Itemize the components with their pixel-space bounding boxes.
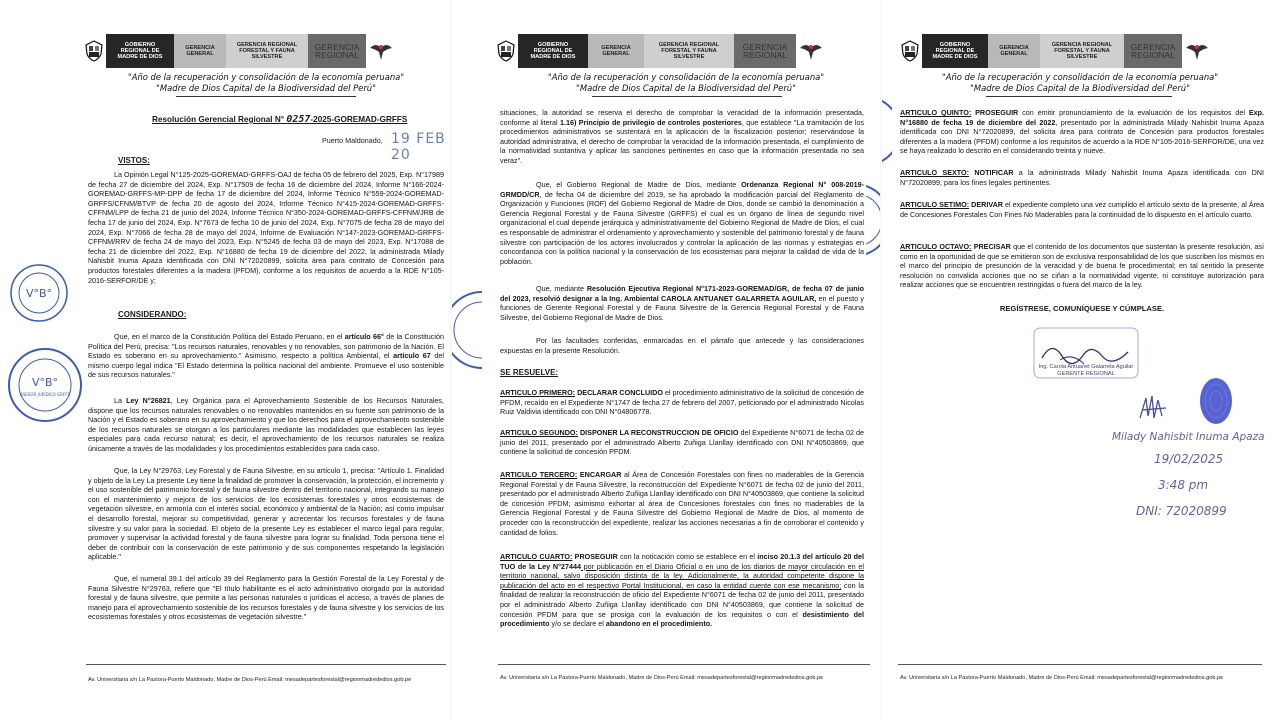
document-page-3 — [882, 0, 1280, 720]
vb-stamp-2-text: V°B° — [31, 376, 59, 389]
letterhead-box-regional: GERENCIA REGIONAL — [1124, 34, 1182, 68]
date-stamp: 19 FEB 20 — [391, 131, 446, 163]
letterhead-box-forestal: GERENCIA REGIONAL FORESTAL Y FAUNA SILVESTRE — [1040, 34, 1124, 68]
motto-underline — [176, 96, 356, 97]
letterhead-org: GOBIERNO REGIONAL DE MADRE DE DIOS — [106, 34, 174, 68]
gerencia-stamp-icon — [452, 290, 482, 370]
peru-seal-icon — [82, 34, 106, 68]
articulo-quinto: ARTICULO QUINTO: PROSEGUIR con emitir pronunciamiento de la evaluación de los requisitos del Exp. N°16880 de fecha 19 de diciembre del 2022, presentado por la administrada Milady Nahisbit Inuma Apaza identificada con DNI N°72020899, del solicita área para contrato de Concesión para productos forestales diferentes a la madera (PFDM) conforme a los requisitos de acuerdo a la RDE N°105-2016-SERFOR/DE, una vez se haya realizado lo descrito en el considerando treinta y nueve. — [900, 108, 1265, 156]
motto-2: "Madre de Dios Capital de la Biodiversidad del Perú" — [576, 83, 796, 93]
articulo-primero: ARTICULO PRIMERO: DECLARAR CONCLUIDO el procedimiento administrativo de la solicitud de concesión de PFDM, recaído en el Expediente N°1747 de fecha 27 de febrero del 2007, peticionado por el administrado Nicolas Ruiz Valdivia identificado con DNI N°04806778. — [500, 388, 864, 417]
letterhead-box-forestal: GERENCIA REGIONAL FORESTAL Y FAUNA SILVESTRE — [644, 34, 734, 68]
letterhead-box-regional: GERENCIA REGIONAL — [734, 34, 796, 68]
peru-seal-icon — [494, 34, 518, 68]
resolution-number: 0257 — [286, 114, 311, 125]
letterhead — [82, 34, 440, 68]
letterhead-box-general: GERENCIA GENERAL — [588, 34, 644, 68]
letterhead-box-general: GERENCIA GENERAL — [988, 34, 1040, 68]
vistos-heading: VISTOS: — [118, 156, 150, 165]
resolution-title: Resolución Gerencial Regional N° 0257-2025-GOREMAD-GRFFS — [152, 114, 408, 125]
page-footer: Av. Universitaria s/n La Pastora-Puerto Maldonado, Madre de Dios-Perú Email: mesadepartesforestal@regionmadrededios.gob.pe — [500, 675, 824, 681]
asesor-juridico-stamp-icon — [6, 346, 84, 424]
handwritten-dni: DNI: 72020899 — [1136, 504, 1227, 518]
considerando-paragraph-3: Que, la Ley N°29763, Ley Forestal y de Fauna Silvestre, en su artículo 1, precisa: "Artículo 1. Finalidad y objeto de la Ley La presente Ley tiene la finalidad de promover la conservación, la protección, el incremento y el uso sostenible del patrimonio forestal y de fauna silvestre dentro del territorio nacional, integrando su manejo con el mantenimiento y mejora de los servicios de los ecosistemas forestales y otros ecosistemas de vegetación silvestre, en armonía con el interés social, económico y ambiental de la Nación; así como impulsar el desarrollo forestal, mejorar su competitividad, generar y acrecentar los recursos forestales y de fauna silvestre y su valor para la sociedad. El objeto de la presente Ley es establecer el marco legal para regular, promover y supervisar la actividad forestal y de fauna silvestre para lograr su finalidad. Toda persona tiene el deber de contribuir con la conservación de este patrimonio y de sus componentes respetando la legislación aplicable." — [88, 466, 444, 562]
articulo-cuarto: ARTICULO CUARTO: PROSEGUIR con la noticación como se establece en el inciso 20.1.3 del artículo 20 del TUO de la Ley N°27444 por publicación en el Diario Oficial o en uno de los diarios de mayor circulación en el territorio nacional, salvo disposición distinta de la ley. Adicionalmente, la autoridad competente dispone la publicación del acto en el respectivo Portal Institucional, en caso la entidad cuente con ese mecanismo; con la finalidad de realizar la reconstrucción de oficio del Expediente N°6071 de fecha 02 de junio del 2011, presentado por el administrado Alberto Zuñiga Llanllay identificado con DNI N°40503869, que contiene la solicitud de concesión PFDM para que se prosiga con la evaluación de los requisitos o con el desistimiento del procedimiento y/o se declare el abandono en el procedimiento. — [500, 552, 865, 629]
document-page-1 — [0, 0, 452, 720]
articulo-setimo: ARTICULO SETIMO: DERIVAR el expediente completo una vez cumplido el artículo sexto de la presente, al Área de Concesiones Forestales Con Fines No Maderables para la continuidad de lo dispuesto en el artículo cuarto. — [900, 200, 1265, 219]
gerencia-stamp-icon — [882, 96, 892, 166]
resuelve-heading: SE RESUELVE: — [500, 368, 559, 377]
peru-seal-icon — [898, 34, 922, 68]
considerando-heading: CONSIDERANDO: — [118, 310, 187, 319]
considerando-paragraph-4: Que, el numeral 39.1 del artículo 39 del Reglamento para la Gestión Forestal de la Ley Forestal y de Fauna Silvestre N°29763, refiere que "El título habilitante es el acto administrativo otorgado por la autoridad forestal y de fauna silvestre, que permite a las personas naturales o jurídicas el acceso, a través de planes de manejo para el aprovechamiento sostenible de los recursos forestales y de fauna silvestre y los servicios de los ecosistemas forestales y otros ecosistemas de vegetación silvestre." — [88, 574, 444, 622]
document-page-2 — [452, 0, 882, 720]
footer-rule — [86, 664, 446, 665]
page-footer: Av. Universitaria s/n La Pastora-Puerto Maldonado, Madre de Dios-Perú Email: mesadepartesforestal@regionmadrededios.gob.pe — [900, 675, 1224, 681]
letterhead — [494, 34, 870, 68]
motto-underline — [592, 96, 782, 97]
designacion-paragraph: Que, mediante Resolución Ejecutiva Regional N°171-2023-GOREMAD/GR, de fecha 07 de junio del 2023, resolvió designar a la Ing. Ambiental CAROLA ANTUANET GALARRETA AGUILAR, en el puesto y funciones de Gerente Regional Forestal y de Fauna Silvestre de la Gerencia Regional Forestal y de Fauna Silvestre, del Gobierno Regional de Madre de Dios. — [500, 284, 864, 322]
ordenanza-paragraph: Que, el Gobierno Regional de Madre de Dios, mediante Ordenanza Regional N° 008-2019-GRMDD/CR, de fecha 04 de diciembre del 2019, se ha aprobado la modificación parcial del Reglamento de Organización y Funciones (ROF) del Gobierno Regional de Madre de Dios, donde se cambió la denominación a Gerencia Regional Forestal y de Fauna Silvestre (GRFFS) el cual es un órgano de línea de segundo nivel organizacional el cual depende jerárquica y administrativamente del Gobierno Regional de Madre de Dios, el cual es responsable de administrar el ordenamiento y aprovechamiento y sostenible del patrimonio forestal y de fauna silvestre con participación de los actores involucrados y controlar la aplicación de las normas y estrategias en concordancia con la política nacional y la conservación de los ecosistemas para mejorar la calidad de vida de la población. — [500, 180, 864, 266]
place: Puerto Maldonado, — [322, 136, 383, 145]
handwritten-name: Milady Nahisbit Inuma Apaza — [1112, 431, 1265, 443]
continued-paragraph: situaciones, la autoridad se reserva el derecho de comprobar la veracidad de la información presentada, conforme al literal 1.16) Principio de privilegio de controles posteriores, que establece "La tramitación de los procedimientos administrativos se sustentará en la aplicación de la fiscalización posterior; reservándose la autoridad administrativa, el derecho de comprobar la veracidad de la información presentada, el cumplimiento de la normatividad sustantiva y aplicar las sanciones pertinentes en caso que la información presentada no sea veraz". — [500, 108, 864, 165]
letterhead-org: GOBIERNO REGIONAL DE MADRE DE DIOS — [518, 34, 588, 68]
letterhead-box-forestal: GERENCIA REGIONAL FORESTAL Y FAUNA SILVESTRE — [226, 34, 308, 68]
vb-stamp-2-subtext: ASESOR JURÍDICO GRFFS — [19, 392, 71, 397]
articulo-tercero: ARTICULO TERCERO: ENCARGAR al Área de Concesión Forestales con fines no maderables de la Gerencia Regional Forestal y de Fauna Silvestre, la reconstrucción del Expediente N°6071 de fecha 02 de junio del 2011, presentado por el administrado Alberto Zuñiga Llanllay identificado con DNI N°40503869, que contiene la solicitud de concesión PFDM; asimismo exhortar al área de Concesiones forestales con fines no maderables de la Gerencia Regional Forestal y de Fauna Silvestre del Gobierno Regional de Madre de Dios, al momento de proceder con la reconstrucción del expediente, realizar las acciones necesarias a fin de corroborar el contenido y cantidad de folios. — [500, 470, 865, 537]
letterhead-org: GOBIERNO REGIONAL DE MADRE DE DIOS — [922, 34, 988, 68]
vistos-text: La Opinión Legal N°125-2025-GOREMAD-GRFFS-OAJ de fecha 05 de febrero del 2025, Exp. N°17989 de fecha 27 de diciembre del 2024, Exp. N°17509 de fecha 16 de diciembre del 2024, Informe N°166-2024-GOREMAD-GRFFS-MP-DPP de fecha 17 de diciembre del 2024, Informe Técnico N°559-2024-GOREMAD-GRFFS/CFNM/BTVP de fecha 20 de agosto del 2024, Informe Técnico N°415-2024-GOREMAD-GRFFS-CFFNM/LPP de fecha 21 de junio del 2024, Informe Técnico N°350-2024-GOREMAD-GRFFS-CFFNM/JRB de fecha 17 de junio del 2024, Exp. N°7673 de fecha 10 de junio del 2024, Exp. N°7075 de fecha 28 de mayo del 2024, Exp. N°7066 de fecha 28 de mayo del 2024, Informe de Evaluación N°147-2023-GOREMAD-GRFFS-CFFNM/RRV de fecha 24 de mayo del 2023, Exp. N°5245 de fecha 03 de mayo del 2023, Exp. N°17088 de fecha 21 de diciembre del 2022, Exp. N°16880 de fecha 19 de diciembre del 2022, la administrada Milady Nahisbit Inuma Apaza identificada con DNI N°72020899, solicita área para contrato de Concesión para productos forestales diferentes a la madera (PFDM), conforme a los requisitos de acuerdo a la RDE N°105-2016-SERFOR/DE y; — [88, 170, 444, 285]
signatory-role: GERENTE REGIONAL — [1057, 371, 1115, 377]
handwritten-date: 19/02/2025 — [1154, 452, 1224, 466]
motto-underline — [986, 96, 1172, 97]
condor-bird-icon — [366, 34, 396, 68]
handwritten-time: 3:48 pm — [1158, 478, 1209, 492]
page-footer: Av. Universitaria s/n La Pastora-Puerto Maldonado, Madre de Dios-Perú Email: mesadepartesforestal@regionmadrededios.gob.pe — [88, 677, 412, 683]
articulo-segundo: ARTICULO SEGUNDO: DISPONER LA RECONSTRUCCION DE OFICIO del Expediente N°6071 de fecha 02 de junio del 2011, presentado por el administrado Alberto Zuñiga Llanllay identificado con DNI N°40503869, que contiene la solicitud de concesión PFDM. — [500, 428, 864, 457]
articulo-octavo: ARTICULO OCTAVO: PRECISAR que el contenido de los documentos que sustentan la presente resolución, así como en la oportunidad de que se emitieron son de exclusiva responsabilidad de los que suscriben los mismos en el marco del principio de presunción de la veracidad y de buena fe procedimental; en tal sentido la presente resolución no convalida acciones que no se ciñan a la normatividad vigente, ni constituye autorización para realizar acciones que se encuentren restringidas o fuera del marco de la ley. — [900, 242, 1264, 290]
facultades-paragraph: Por las facultades conferidas, enmarcadas en el párrafo que antecede y las consideraciones expuestas en la presente Resolución. — [500, 336, 864, 355]
vb-stamp-text: V°B° — [25, 287, 53, 300]
letterhead — [898, 34, 1254, 68]
motto-1: "Año de la recuperación y consolidación de la economía peruana" — [547, 72, 825, 82]
motto-2: "Madre de Dios Capital de la Biodiversidad del Perú" — [156, 83, 376, 93]
signature-icon — [1138, 392, 1170, 426]
letterhead-box-general: GERENCIA GENERAL — [174, 34, 226, 68]
fingerprint-icon — [1198, 376, 1234, 426]
footer-rule — [898, 664, 1262, 665]
vb-stamp-icon — [8, 262, 70, 324]
signatory-name: Ing. Carola Antuanet Galarreta Aguilar — [1038, 364, 1134, 370]
letterhead-box-regional: GERENCIA REGIONAL — [308, 34, 366, 68]
considerando-paragraph-1: Que, en el marco de la Constitución Política del Estado Peruano, en el artículo 66° de la Constitución Política del Perú, precisa: "Los recursos naturales, renovables y no renovables, son patrimonio de la Nación. El Estado es soberano en su aprovechamiento." Asimismo, respecto a política Ambiental, el artículo 67 del mismo cuerpo legal indica "El Estado determina la política nacional del ambiente. Promueve el uso sostenible de sus recursos naturales." — [88, 332, 444, 380]
condor-bird-icon — [1182, 34, 1212, 68]
considerando-paragraph-2: La Ley N°26821, Ley Orgánica para el Aprovechamiento Sostenible de los Recursos Naturales, dispone que los recursos naturales renovables o no renovables mantenidos en su fuente son patrimonio de la Nación y el Estado es soberano en su aprovechamiento y que los derechos para el aprovechamiento sostenible de los recursos naturales se otorgan a los particulares mediante las modalidades que establecen las leyes especiales para cada recurso natural; es decir, el aprovechamiento de los recursos naturales se realiza únicamente a través de las modalidades y los procedimientos establecidos para cada caso. — [88, 396, 444, 453]
footer-rule — [498, 664, 870, 665]
closing-formula: REGÍSTRESE, COMUNÍQUESE Y CÚMPLASE. — [999, 304, 1165, 313]
articulo-sexto: ARTICULO SEXTO: NOTIFICAR a la administrada Milady Nahisbit Inuma Apaza identificada con DNI N°72020899, para los fines legales pertinentes. — [900, 168, 1264, 187]
condor-bird-icon — [796, 34, 826, 68]
motto-2: "Madre de Dios Capital de la Biodiversidad del Perú" — [970, 83, 1190, 93]
motto-1: "Año de la recuperación y consolidación de la economía peruana" — [941, 72, 1219, 82]
motto-1: "Año de la recuperación y consolidación de la economía peruana" — [127, 72, 405, 82]
